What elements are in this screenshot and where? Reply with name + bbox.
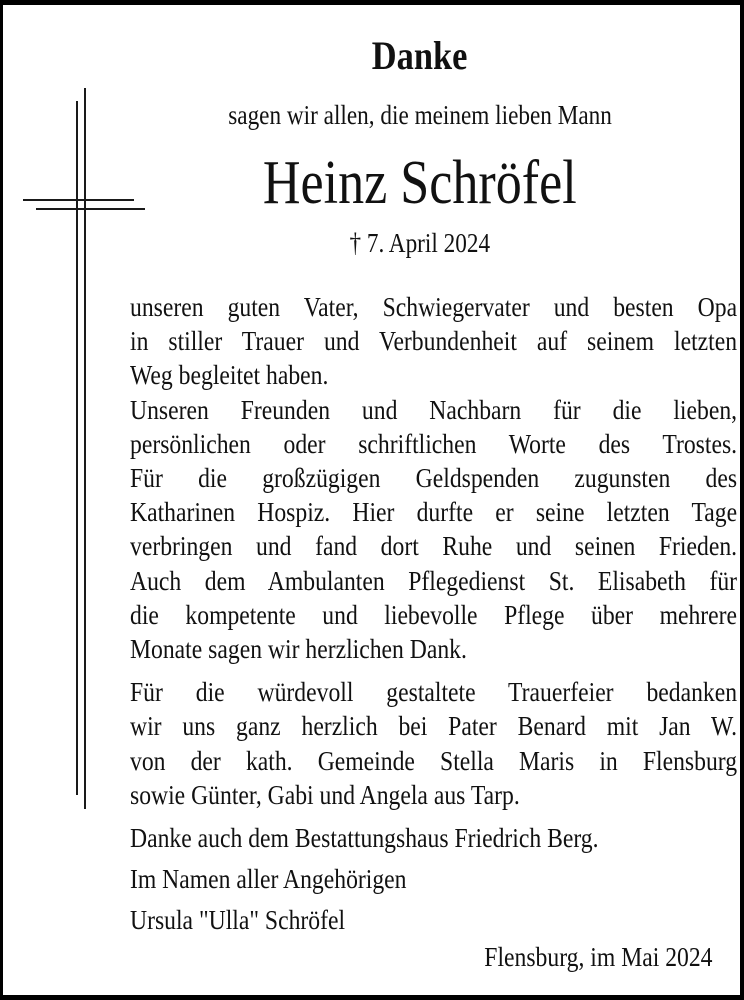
- text-line: Für die würdevoll gestaltete Trauerfeier bedanken: [130, 677, 738, 708]
- text-line: Auch dem Ambulanten Pflegedienst St. Elisabeth für: [130, 565, 738, 596]
- place-date: Flensburg, im Mai 2024: [484, 942, 713, 972]
- intro-line: sagen wir allen, die meinem lieben Mann: [228, 100, 612, 130]
- notice-body: [130, 290, 737, 938]
- text-line: von der kath. Gemeinde Stella Maris in Flensburg: [130, 745, 738, 776]
- text-line: verbringen und fand dort Ruhe und seinen Frieden.: [130, 531, 738, 562]
- text-line: unseren guten Vater, Schwiegervater und besten Opa: [130, 292, 738, 322]
- text-line: sowie Günter, Gabi und Angela aus Tarp.: [130, 779, 520, 810]
- text-line: in stiller Trauer und Verbundenheit auf seinem letzten: [130, 326, 738, 357]
- text-line: Unseren Freunden und Nachbarn für die lieben,: [130, 394, 738, 425]
- funeral-home-thanks: Danke auch dem Bestattungshaus Friedrich Berg.: [130, 823, 599, 854]
- signature-intro: Im Namen aller Angehörigen: [130, 864, 407, 895]
- text-line: persönlichen oder schriftlichen Worte des Trostes.: [130, 428, 738, 459]
- notice-title: Danke: [372, 33, 468, 78]
- cross-horizontal-line-top: [23, 199, 134, 201]
- cross-vertical-line-left: [76, 101, 78, 795]
- paragraph-thanks: [130, 290, 737, 666]
- deceased-name: Heinz Schröfel: [263, 149, 577, 217]
- cross-vertical-line-right: [84, 88, 86, 809]
- text-line: wir uns ganz herzlich bei Pater Benard mit Jan W.: [130, 711, 738, 742]
- signatory: Ursula "Ulla" Schröfel: [130, 905, 346, 936]
- death-date: † 7. April 2024: [349, 228, 491, 258]
- text-line: Für die großzügigen Geldspenden zugunsten des: [130, 463, 738, 494]
- text-line: Weg begleitet haben.: [130, 360, 329, 391]
- text-line: Katharinen Hospiz. Hier durfte er seine letzten Tage: [130, 497, 738, 528]
- text-line: die kompetente und liebevolle Pflege über mehrere: [130, 599, 738, 630]
- text-line: Monate sagen wir herzlichen Dank.: [130, 634, 467, 665]
- paragraph-funeral-service: [130, 675, 737, 812]
